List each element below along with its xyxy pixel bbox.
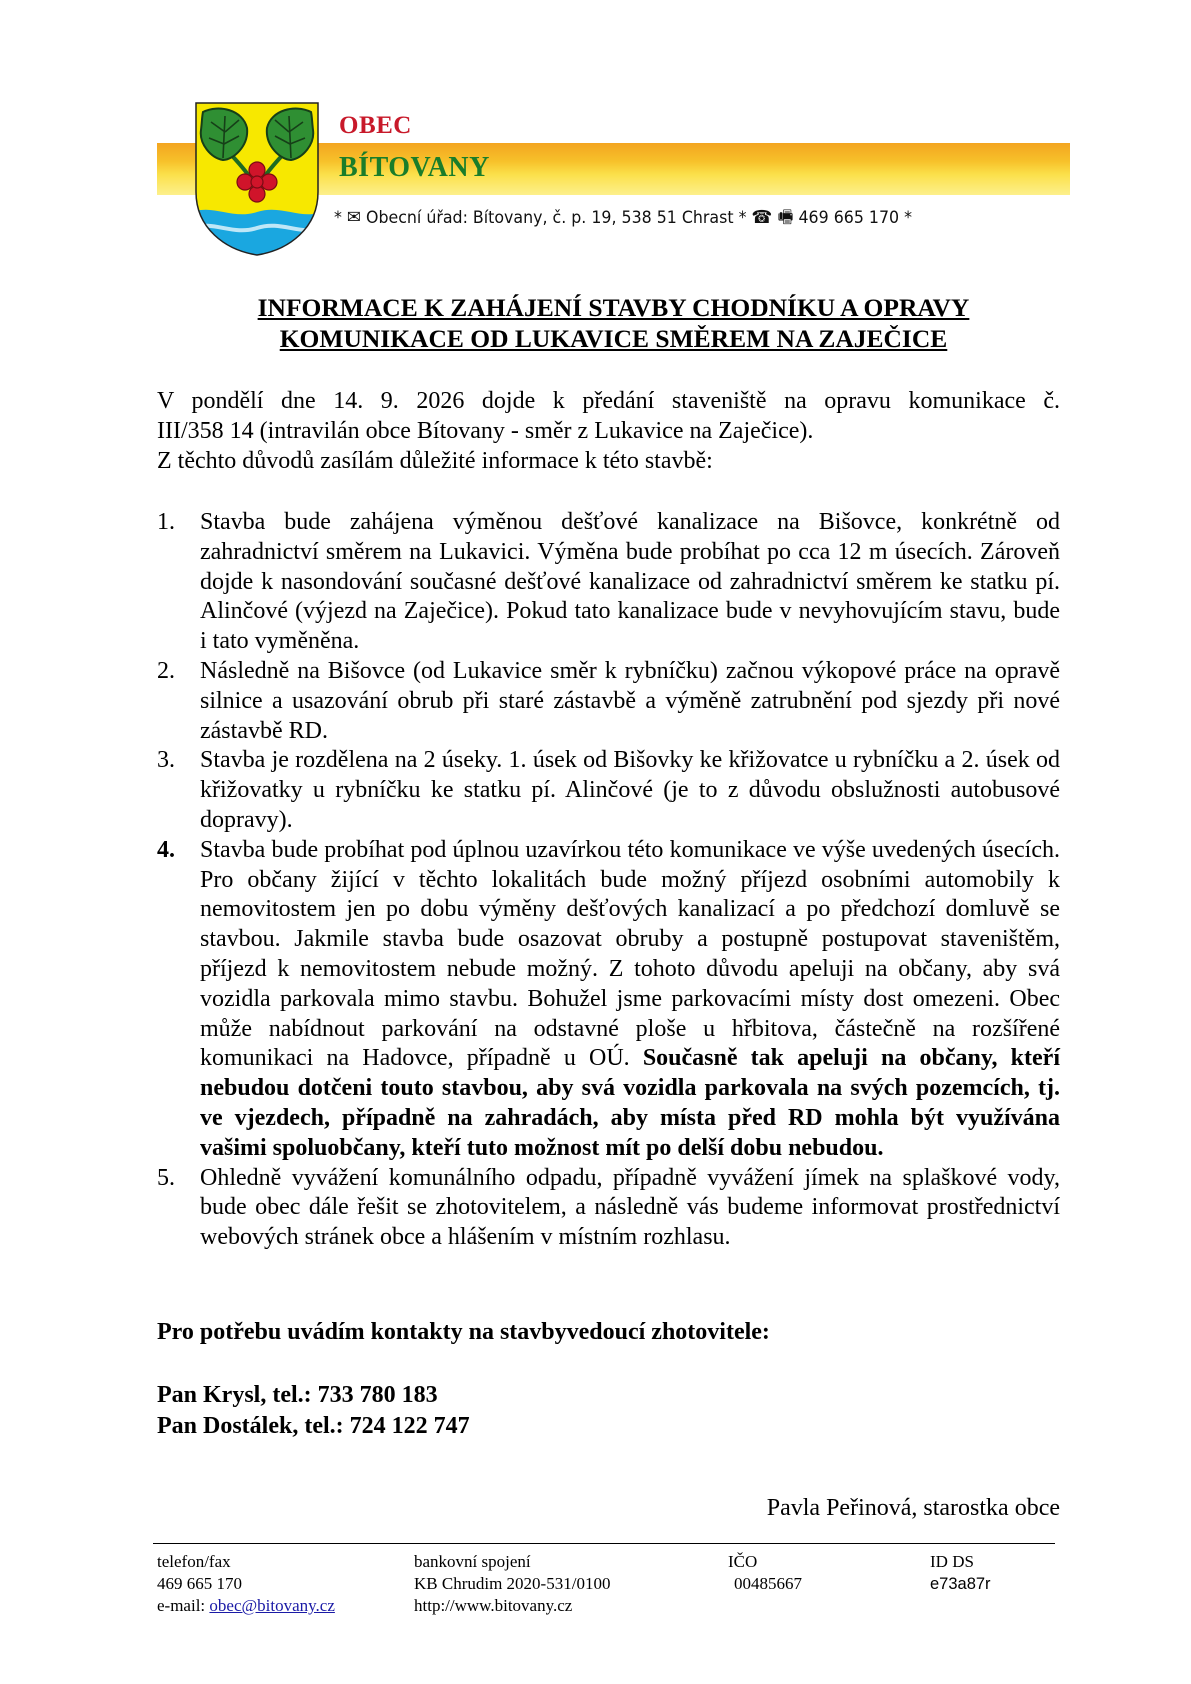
intro-line-1: V pondělí dne 14. 9. 2026 dojde k předání staveniště na opravu komunikace č. bbox=[157, 388, 1060, 414]
coat-of-arms-logo bbox=[193, 100, 321, 258]
intro-line-2: III/358 14 (intravilán obce Bítovany - směr z Lukavice na Zaječice). bbox=[157, 417, 814, 444]
list-item bbox=[157, 746, 1060, 835]
list-item-number: 1. bbox=[157, 509, 175, 535]
list-item-text: Následně na Bišovce (od Lukavice směr k rybníčku) začnou výkopové práce na opravě silnice a usazování obrub při staré zástavbě a výměně zatrubnění pod sjezdy při nové zástavbě RD. bbox=[200, 657, 1060, 744]
list-item-text: Stavba je rozdělena na 2 úseky. 1. úsek od Bišovky ke křižovatce u rybníčku a 2. úsek od křižovatky u rybníčku ke statku pí. Alinčové (je to z důvodu obslužnosti autobusové dopravy). bbox=[200, 747, 1060, 833]
mail-icon: ✉ bbox=[346, 207, 361, 228]
title-line-1: INFORMACE K ZAHÁJENÍ STAVBY CHODNÍKU A OPRAVY bbox=[257, 293, 970, 322]
list-item-number: 3. bbox=[157, 747, 175, 774]
footer-email-label: e-mail: bbox=[157, 1596, 210, 1615]
list-item bbox=[157, 657, 1060, 746]
footer-bank-column bbox=[414, 1551, 610, 1617]
contact-person-2: Pan Dostálek, tel.: 724 122 747 bbox=[157, 1413, 470, 1439]
footer-contact-column bbox=[157, 1551, 335, 1617]
intro-line-3: Z těchto důvodů zasílám důležité informace k této stavbě: bbox=[157, 447, 713, 474]
footer-web: http://www.bitovany.cz bbox=[414, 1596, 573, 1615]
list-item-text: Stavba bude zahájena výměnou dešťové kanalizace na Bišovce, konkrétně od zahradnictví směrem na Lukavici. Výměna bude probíhat po cca 12 m úsecích. Zároveň dojde k nasondování současné dešťové kanalizace od zahradnictví směrem ke statku pí. Alinčové (výjezd na Zaječice). Pokud tato kanalizace bude v nevyhovujícím stavu, bude i tato vyměněna. bbox=[200, 509, 1060, 655]
letterhead bbox=[0, 0, 1191, 270]
address-prefix: * bbox=[334, 208, 347, 228]
list-item-emphasis: Současně tak apeluji na občany, kteří nebudou dotčeni touto stavbou, aby svá vozidla parkovala na svých pozemcích, tj. ve vjezdech, případně na zahradách, aby místa před RD mohla být využívána vašimi spoluobčany, kteří tuto možnost mít po delší dobu nebudou. bbox=[200, 1045, 1060, 1161]
information-list bbox=[157, 508, 1060, 1253]
contact-person-1: Pan Krysl, tel.: 733 780 183 bbox=[157, 1382, 438, 1408]
footer-divider bbox=[153, 1543, 1055, 1544]
intro-paragraph bbox=[157, 387, 1060, 476]
phone-fax-icon: ☎ 🖷 bbox=[751, 207, 794, 228]
header-phone: 469 665 170 * bbox=[793, 208, 913, 228]
footer-ds-label: ID DS bbox=[930, 1552, 974, 1571]
list-item bbox=[157, 508, 1060, 657]
header-address-line bbox=[334, 205, 912, 235]
list-item-number: 2. bbox=[157, 657, 175, 684]
list-item-number: 5. bbox=[157, 1164, 175, 1191]
title-line-2: KOMUNIKACE OD LUKAVICE SMĚREM NA ZAJEČICE bbox=[279, 324, 948, 353]
footer-bank-label: bankovní spojení bbox=[414, 1552, 531, 1571]
header-obec-label: OBEC bbox=[339, 112, 412, 139]
footer-email-link[interactable]: obec@bitovany.cz bbox=[209, 1596, 335, 1615]
footer-email-row bbox=[157, 1595, 335, 1617]
contacts-heading: Pro potřebu uvádím kontakty na stavbyvedoucí zhotovitele: bbox=[157, 1319, 770, 1345]
header-town-name: BÍTOVANY bbox=[339, 152, 490, 183]
footer-ds-value: e73a87r bbox=[930, 1575, 991, 1593]
signature: Pavla Peřinová, starostka obce bbox=[766, 1495, 1060, 1521]
footer-phone-label: telefon/fax bbox=[157, 1552, 231, 1571]
list-item bbox=[157, 1164, 1060, 1253]
footer-phone-value: 469 665 170 bbox=[157, 1574, 242, 1593]
footer-ico-label: IČO bbox=[728, 1552, 758, 1571]
list-item-text: Ohledně vyvážení komunálního odpadu, případně vyvážení jímek na splaškové vody, bude obec dále řešit se zhotovitelem, a následně vás budeme informovat prostřednictví webových stránek obce a hlášením v místním rozhlasu. bbox=[200, 1164, 1060, 1251]
footer-bank-value: KB Chrudim 2020-531/0100 bbox=[414, 1574, 611, 1593]
footer-ds-column bbox=[930, 1551, 991, 1595]
list-item-text: Stavba bude probíhat pod úplnou uzavírkou této komunikace ve výše uvedených úsecích. Pro občany žijící v těchto lokalitách bude možný příjezd osobními automobily k nemovitostem jen po dobu výměny dešťových kanalizací a po předchozí domluvě se stavbou. Jakmile stavba bude osazovat obruby a postupně postupovat staveništěm, příjezd k nemovitostem nebude možný. Z tohoto důvodu apeluji na občany, aby svá vozidla parkovala mimo stavbu. Bohužel jsme parkovacími místy dost omezeni. Obec může nabídnout parkování na odstavné ploše u hřbitova, částečně na rozšířené komunikaci na Hadovce, případně u OÚ. bbox=[200, 836, 1060, 1072]
list-item-number: 4. bbox=[157, 836, 175, 863]
list-item bbox=[157, 836, 1060, 1164]
footer-ico-column bbox=[728, 1551, 802, 1595]
address-text: Obecní úřad: Bítovany, č. p. 19, 538 51 Chrast * bbox=[360, 208, 752, 228]
footer-ico-value: 00485667 bbox=[734, 1574, 802, 1593]
document-title bbox=[157, 292, 1070, 354]
